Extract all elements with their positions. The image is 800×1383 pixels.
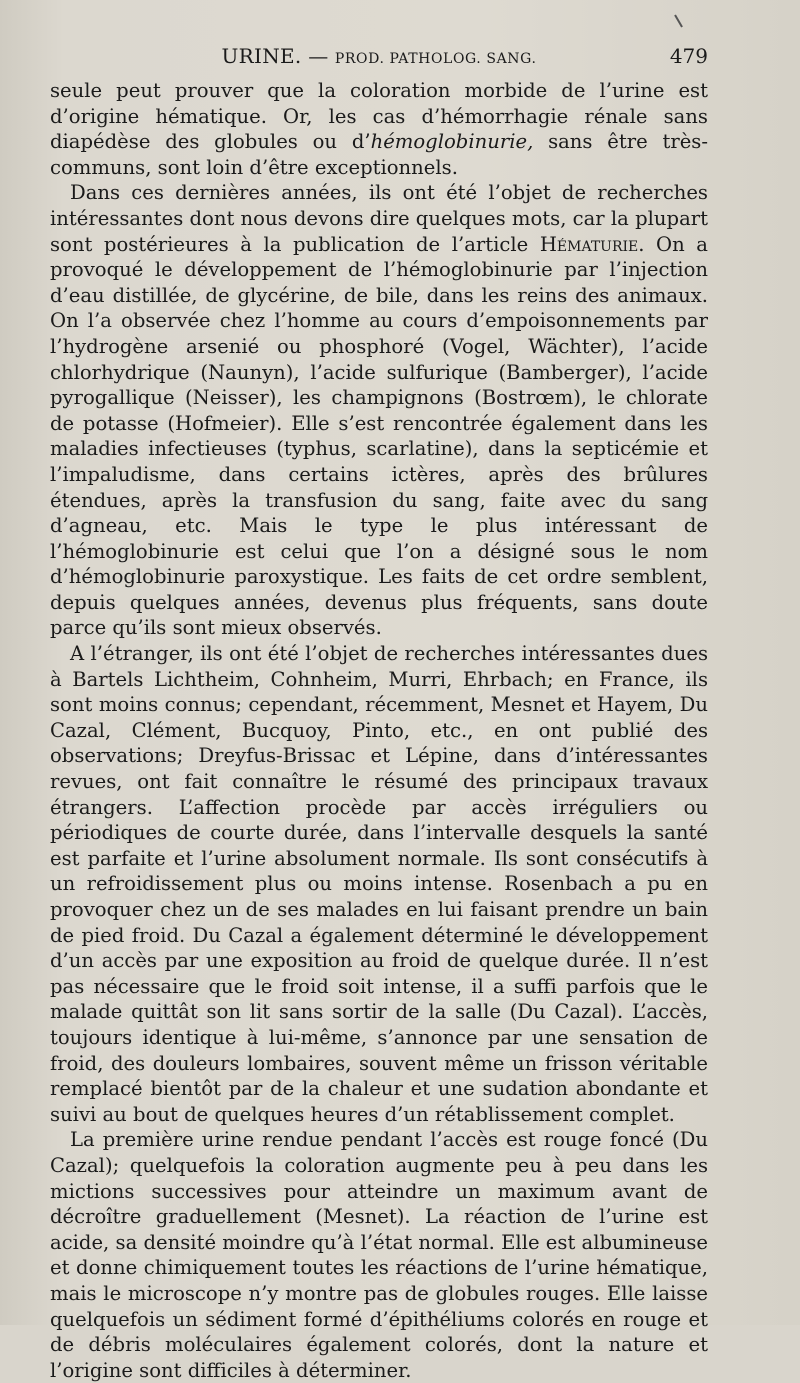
paragraph-4: La première urine rendue pendant l’accès est rouge foncé (Du Cazal); quelquefois la coloration augmente peu à peu dans les mictions successives pour atteindre un maximum avant de décroître graduellement (Mesnet). La réaction de l’urine est acide, sa densité moindre qu’à l’état normal. Elle est albumineuse et donne chimiquement toutes les réactions de l’urine hématique, mais le microscope n’y montre pas de globules rouges. Elle laisse quelquefois un sédiment formé d’épithéliums colorés en rouge et de débris moléculaires également colorés, dont la nature et l’origine sont difficiles à déterminer. xyxy=(50,1128,708,1382)
paragraph-1 xyxy=(50,78,708,180)
page-corner-mark xyxy=(674,10,690,27)
running-title-sub: PROD. PATHOLOG. SANG. xyxy=(334,51,537,67)
running-title xyxy=(50,44,708,68)
paragraph-1-italic: hémoglobinurie, xyxy=(370,130,534,154)
running-title-main: URINE. — xyxy=(221,44,329,68)
paragraph-2-text-end: On a provoqué le développement de l’hémoglobinurie par l’injection d’eau distillée, de glycérine, de bile, dans les reins des animaux. On l’a observée chez l’homme au cours d’empoisonnements par l’hydrogène arsenié ou phosphoré (Vogel, Wächter), l’acide chlorhydrique (Naunyn), l’acide sulfurique (Bamberger), l’acide pyrogallique (Neisser), les champignons (Bostrœm), le chlorate de potasse (Hofmeier). Elle s’est rencontrée également dans les maladies infectieuses (typhus, scarlatine), dans la septicémie et l’impaludisme, dans certains ictères, après des brûlures étendues, après la transfusion du sang, faite avec du sang d’agneau, etc. Mais le type le plus intéressant de l’hémoglobinurie est celui que l’on a désigné sous le nom d’hémoglobinurie paroxystique. Les faits de cet ordre semblent, depuis quelques années, devenus plus fréquents, sans doute parce qu’ils sont mieux observés. xyxy=(50,232,708,640)
running-header xyxy=(50,44,708,78)
paragraph-2-smallcaps: Hématurie. xyxy=(539,232,645,256)
paragraph-1-text-end: sans être très-communs, sont loin d’être exceptionnels. xyxy=(50,130,708,179)
paragraph-3: A l’étranger, ils ont été l’objet de recherches intéressantes dues à Bartels Lichtheim, Cohnheim, Murri, Ehrbach; en France, ils sont moins connus; cependant, récemment, Mesnet et Hayem, Du Cazal, Clément, Bucquoy, Pinto, etc., en ont publié des observations; Dreyfus-Brissac et Lépine, dans d’intéressantes revues, ont fait connaître le résumé des principaux travaux étrangers. L’affection procède par accès irréguliers ou périodiques de courte durée, dans l’intervalle desquels la santé est parfaite et l’urine absolument normale. Ils sont consécutifs à un refroidissement plus ou moins intense. Rosenbach a pu en provoquer chez un de ses malades en lui faisant prendre un bain de pied froid. Du Cazal a également déterminé le développement d’un accès par une exposition au froid de quelque durée. Il n’est pas nécessaire que le froid soit intense, il a suffi parfois que le malade quittât son lit sans sortir de la salle (Du Cazal). L’accès, toujours identique à lui-même, s’annonce par une sensation de froid, des douleurs lombaires, souvent même un frisson véritable remplacé bientôt par de la chaleur et une sudation abondante et suivi au bout de quelques heures d’un rétablissement complet. xyxy=(50,642,708,1126)
page-number: 479 xyxy=(669,44,708,68)
paragraph-1-text: seule peut prouver que la coloration morbide de l’urine est d’origine hématique. Or, les cas d’hémorrhagie rénale sans diapédèse des globules ou d’ xyxy=(50,79,708,154)
body-text xyxy=(50,78,708,1383)
paragraph-2-text: Dans ces dernières années, ils ont été l’objet de recherches intéressantes dont nous devons dire quelques mots, car la plupart sont postérieures à la publication de l’article xyxy=(50,181,708,256)
paragraph-2 xyxy=(50,180,708,641)
